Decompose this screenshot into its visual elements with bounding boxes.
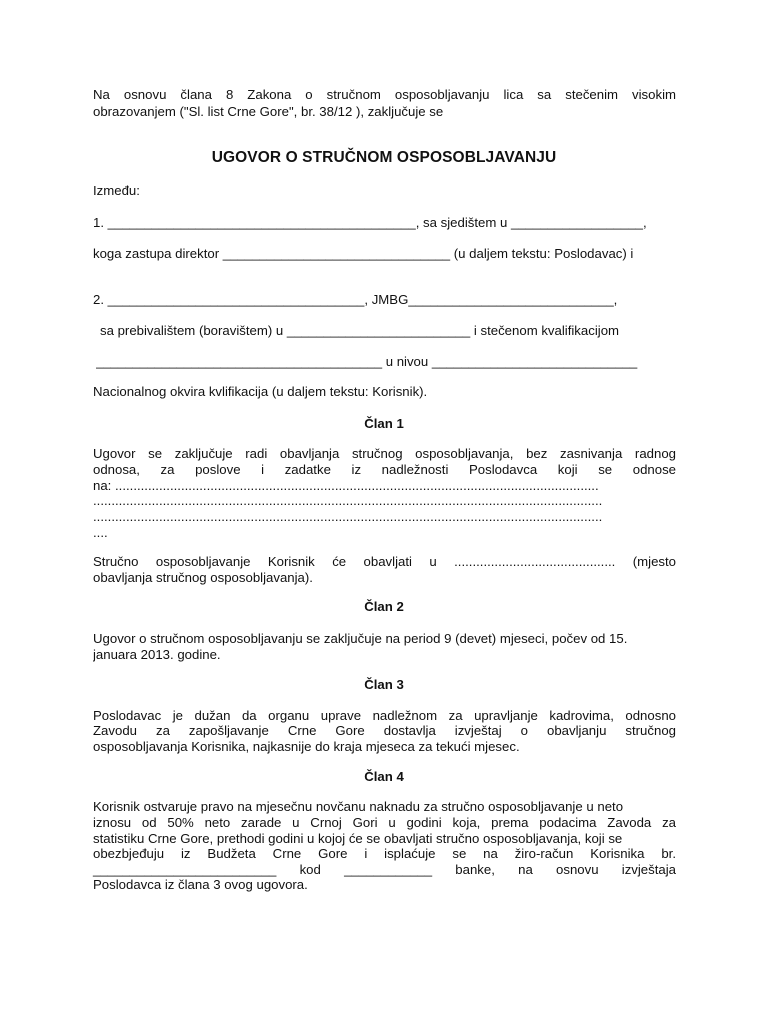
clan2-line-2: januara 2013. godine.: [93, 647, 221, 662]
clan3-heading: Član 3: [364, 677, 404, 692]
clan4-line-3: statistiku Crne Gore, prethodi godini u kojoj će se obavljati stručno osposobljavanja, koji se: [93, 831, 623, 846]
clan1-p2-line-1: Stručno osposobljavanje Korisnik će obavljati u ............................................ (mjesto: [93, 554, 676, 569]
clan4-line-4: obezbjeđuju iz Budžeta Crne Gore i isplaćuje se na žiro-račun Korisnika br.: [93, 846, 676, 861]
clan1-p1-line-4: ...........................................................................................................................................: [93, 493, 603, 508]
clan4-heading: Član 4: [364, 769, 404, 784]
party2-line-4: Nacionalnog okvira kvlifikacija (u daljem tekstu: Korisnik).: [93, 384, 428, 399]
clan1-p1-line-5: ...........................................................................................................................................: [93, 509, 603, 524]
clan4-line-6: Poslodavca iz člana 3 ovog ugovora.: [93, 877, 308, 892]
party1-line-2: koga zastupa direktor _______________________________ (u daljem tekstu: Poslodavac) i: [93, 246, 634, 261]
clan1-p2-line-2: obavljanja stručnog osposobljavanja).: [93, 570, 313, 585]
clan2-line-1: Ugovor o stručnom osposobljavanju se zaključuje na period 9 (devet) mjeseci, počev od 15.: [93, 631, 628, 646]
clan3-line-3: osposobljavanja Korisnika, najkasnije do kraja mjeseca za tekući mjesec.: [93, 739, 520, 754]
intro-line-1: Na osnovu člana 8 Zakona o stručnom osposobljavanju lica sa stečenim visokim: [93, 87, 676, 102]
clan3-line-1: Poslodavac je dužan da organu uprave nadležnom za upravljanje kadrovima, odnosno: [93, 708, 676, 723]
intro-line-2: obrazovanjem ("Sl. list Crne Gore", br. 38/12 ), zaključuje se: [93, 104, 444, 119]
document-title: UGOVOR O STRUČNOM OSPOSOBLJAVANJU: [211, 149, 557, 166]
clan4-line-1: Korisnik ostvaruje pravo na mjesečnu novčanu naknadu za stručno osposobljavanje u neto: [93, 799, 624, 814]
clan1-heading: Član 1: [364, 416, 404, 431]
party2-line-2: sa prebivalištem (boravištem) u _________________________ i stečenom kvalifikacijom: [100, 323, 620, 338]
clan1-p1-line-3: na: ....................................................................................................................................: [93, 478, 599, 493]
clan1-p1-line-2: odnosa, za poslove i zadatke iz nadležnosti Poslodavca koji se odnose: [93, 462, 676, 477]
izmedju-label: Između:: [93, 183, 140, 198]
clan3-line-2: Zavodu za zapošljavanje Crne Gore dostavlja izvještaj o obavljanju stručnog: [93, 723, 676, 738]
clan2-heading: Član 2: [364, 599, 404, 614]
party2-line-1: 2. ___________________________________, JMBG____________________________,: [93, 292, 618, 307]
clan1-p1-line-1: Ugovor se zaključuje radi obavljanja stručnog osposobljavanja, bez zasnivanja radnog: [93, 446, 676, 461]
party2-line-3: _______________________________________ u nivou ____________________________: [96, 354, 638, 369]
clan4-line-5: _________________________ kod ____________ banke, na osnovu izvještaja: [93, 862, 676, 877]
party1-line-1: 1. __________________________________________, sa sjedištem u __________________,: [93, 215, 647, 230]
clan4-line-2: iznosu od 50% neto zarade u Crnoj Gori u godini koja, prema podacima Zavoda za: [93, 815, 676, 830]
clan1-p1-line-6: ....: [93, 525, 108, 540]
